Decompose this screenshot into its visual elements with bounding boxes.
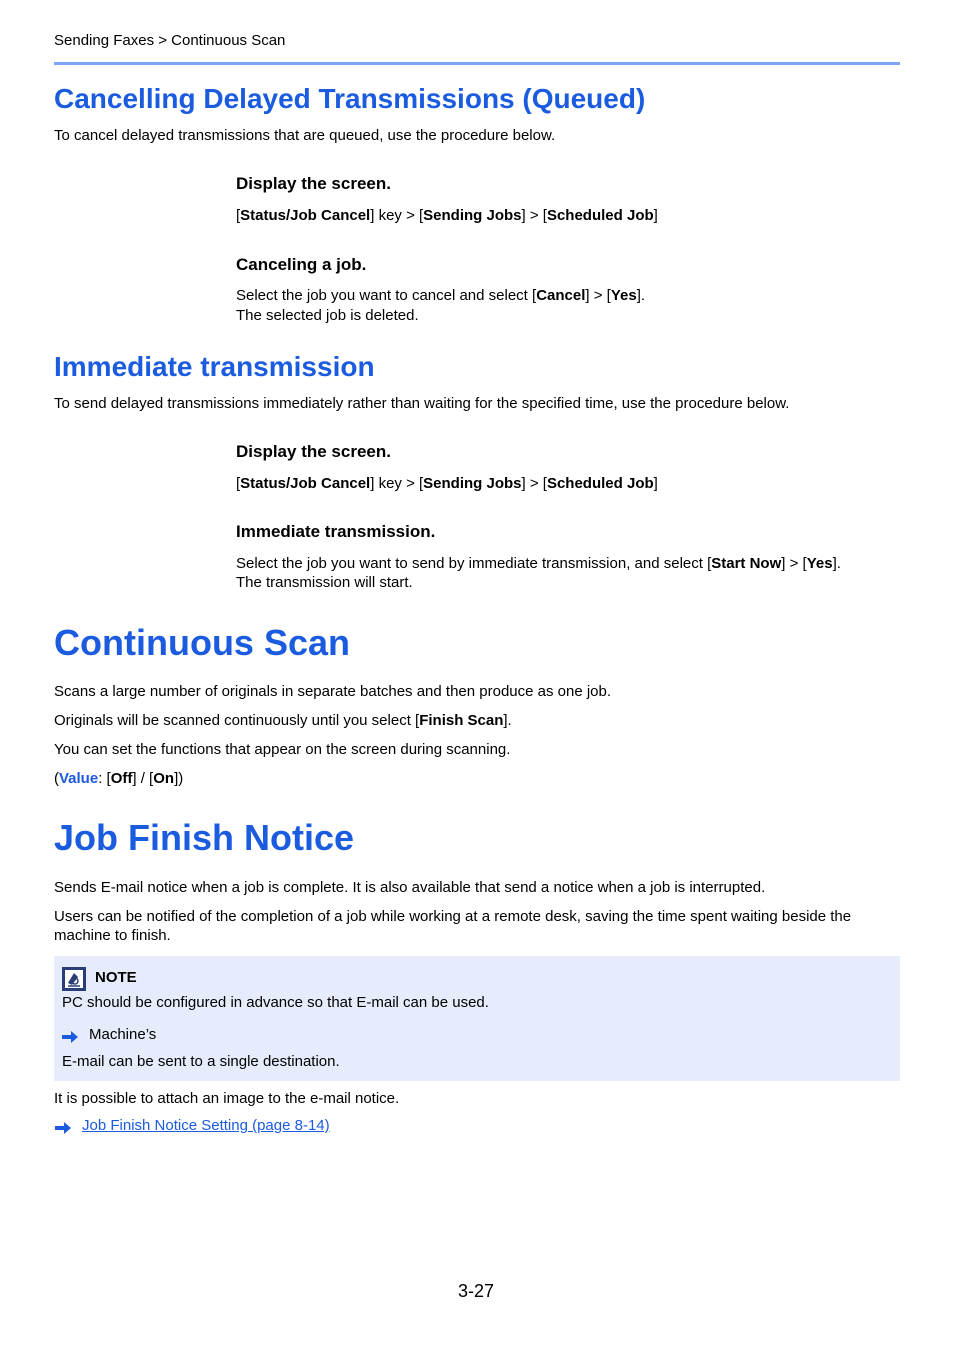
key-cancel: Cancel — [536, 287, 586, 304]
key-scheduled-job: Scheduled Job — [546, 475, 654, 492]
path-sep: ] > [ — [521, 207, 547, 224]
cancel-step2-title: Canceling a job. — [236, 255, 367, 274]
cancel-step1-title: Display the screen. — [236, 174, 391, 193]
cancel-intro: To cancel delayed transmissions that are queued, use the procedure below. — [54, 127, 556, 144]
path-sep: ] > [ — [781, 555, 807, 572]
continuous-p1: Scans a large number of originals in separate batches and then produce as one job. — [54, 683, 612, 700]
note-icon — [62, 967, 86, 991]
immediate-step1-title: Display the screen. — [236, 442, 391, 461]
header-rule — [54, 62, 900, 65]
arrow-right-icon — [62, 1030, 78, 1042]
key-start-now: Start Now — [711, 555, 782, 572]
p2-text: Originals will be scanned continuously until you select [ — [54, 712, 420, 729]
continuous-value: (Value: [Off] / [On]) — [54, 770, 184, 787]
immediate-step2-text: Select the job you want to send by immediate transmission, and select [Start Now] > [Yes]. — [236, 555, 841, 572]
cancel-step2-text: Select the job you want to cancel and select [Cancel] > [Yes]. — [236, 287, 646, 304]
key-yes: Yes — [610, 287, 637, 304]
cancel-step2-result: The selected job is deleted. — [236, 307, 419, 324]
key-yes: Yes — [806, 555, 833, 572]
immediate-step2-title: Immediate transmission. — [236, 522, 436, 541]
section-title-immediate: Immediate transmission — [54, 351, 375, 382]
path-sep: key > [ — [378, 207, 424, 224]
key-status-job-cancel: Status/Job Cancel — [240, 475, 371, 492]
key-sending-jobs: Sending Jobs — [423, 475, 522, 492]
cancel-step1-path: [Status/Job Cancel] key > [Sending Jobs] > [Scheduled Job] — [236, 207, 658, 224]
immediate-step1-path: [Status/Job Cancel] key > [Sending Jobs] > [Scheduled Job] — [236, 475, 658, 492]
breadcrumb: Sending Faxes > Continuous Scan — [54, 32, 286, 49]
note-text: PC should be configured in advance so that E-mail can be used. — [62, 994, 489, 1011]
continuous-p2: Originals will be scanned continuously until you select [Finish Scan]. — [54, 712, 512, 729]
immediate-step2-result: The transmission will start. — [236, 574, 413, 591]
step-text: Select the job you want to send by immediate transmission, and select [ — [236, 555, 712, 572]
note-ref: Machine’s — [89, 1026, 157, 1043]
value-label: Value — [59, 770, 99, 787]
jobfinish-p1: Sends E-mail notice when a job is complete. It is also available that send a notice when a job is interrupted. — [54, 879, 766, 896]
section-title-continuous-scan: Continuous Scan — [54, 622, 350, 663]
continuous-p3: You can set the functions that appear on the screen during scanning. — [54, 741, 511, 758]
key-sending-jobs: Sending Jobs — [423, 207, 522, 224]
note-label: NOTE — [95, 969, 137, 986]
value-off: Off — [110, 770, 133, 787]
path-sep: ] > [ — [585, 287, 611, 304]
job-finish-notice-setting-link[interactable]: Job Finish Notice Setting (page 8-14) — [82, 1117, 330, 1134]
page-number: 3-27 — [458, 1281, 495, 1301]
section-title-cancel: Cancelling Delayed Transmissions (Queued) — [54, 83, 646, 114]
arrow-right-icon — [55, 1121, 71, 1133]
section-title-job-finish-notice: Job Finish Notice — [54, 817, 355, 858]
note-text2: E-mail can be sent to a single destination. — [62, 1053, 340, 1070]
key-status-job-cancel: Status/Job Cancel — [240, 207, 371, 224]
key-finish-scan: Finish Scan — [419, 712, 504, 729]
jobfinish-p2-line2: machine to finish. — [54, 927, 171, 944]
jobfinish-p3: It is possible to attach an image to the e-mail notice. — [54, 1090, 400, 1107]
step-text: Select the job you want to cancel and select [ — [236, 287, 537, 304]
path-sep: ] > [ — [521, 475, 547, 492]
key-scheduled-job: Scheduled Job — [546, 207, 654, 224]
immediate-intro: To send delayed transmissions immediately rather than waiting for the specified time, use the procedure below. — [54, 395, 790, 412]
value-on: On — [153, 770, 175, 787]
jobfinish-p2-line1: Users can be notified of the completion of a job while working at a remote desk, saving the time spent waiting beside the — [54, 908, 852, 925]
path-sep: key > [ — [378, 475, 424, 492]
